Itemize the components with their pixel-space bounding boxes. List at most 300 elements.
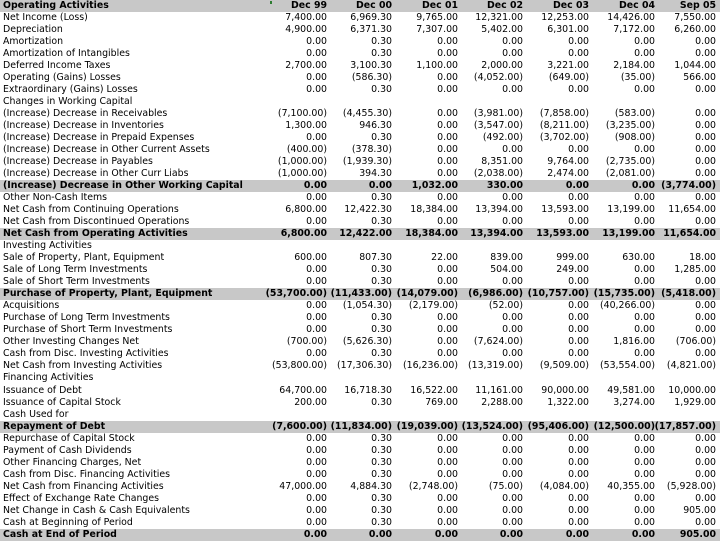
row-label[interactable]: Amortization of Intangibles (3, 48, 130, 60)
row-label[interactable]: Net Cash from Operating Activities (3, 228, 188, 240)
table-cell[interactable]: 0.00 (306, 36, 327, 48)
row-label[interactable]: Cash at Beginning of Period (3, 516, 133, 528)
table-cell[interactable]: 0.00 (634, 348, 655, 360)
table-cell[interactable]: 0.00 (634, 468, 655, 480)
table-cell[interactable]: 839.00 (490, 252, 523, 264)
row-label[interactable]: Cash Used for (3, 408, 69, 420)
row-label[interactable]: Issuance of Debt (3, 384, 82, 396)
table-cell[interactable]: 18,384.00 (405, 228, 458, 240)
table-cell[interactable]: 90,000.00 (541, 384, 589, 396)
table-cell[interactable]: 0.00 (306, 72, 327, 84)
table-cell[interactable]: 1,322.00 (547, 396, 589, 408)
table-cell[interactable]: 946.30 (359, 120, 392, 132)
table-cell[interactable]: 6,800.00 (280, 228, 327, 240)
table-cell[interactable]: (9,509.00) (539, 360, 589, 372)
row-label[interactable]: Net Cash from Financing Activities (3, 480, 164, 492)
table-cell[interactable]: 0.00 (568, 324, 589, 336)
table-cell[interactable]: 0.00 (306, 468, 327, 480)
row-label[interactable]: Depreciation (3, 24, 63, 36)
table-cell[interactable]: 9,764.00 (547, 156, 589, 168)
table-cell[interactable]: 2,000.00 (481, 60, 523, 72)
table-cell[interactable]: 11,161.00 (475, 384, 523, 396)
table-cell[interactable]: 0.00 (634, 216, 655, 228)
table-cell[interactable]: 0.00 (568, 216, 589, 228)
table-cell[interactable]: 0.00 (568, 432, 589, 444)
table-cell[interactable]: 7,172.00 (613, 24, 655, 36)
column-header[interactable]: Dec 01 (421, 0, 458, 11)
table-cell[interactable]: 0.00 (695, 144, 716, 156)
table-cell[interactable]: 0.00 (437, 108, 458, 120)
table-cell[interactable]: 0.00 (437, 324, 458, 336)
table-cell[interactable]: (6,986.00) (468, 288, 523, 300)
table-cell[interactable]: 1,816.00 (613, 336, 655, 348)
table-cell[interactable]: 0.00 (695, 192, 716, 204)
table-cell[interactable]: 2,184.00 (613, 60, 655, 72)
table-cell[interactable]: 0.30 (371, 192, 392, 204)
row-label[interactable]: (Increase) Decrease in Other Current Assets (3, 144, 210, 156)
table-cell[interactable]: 0.00 (306, 192, 327, 204)
table-cell[interactable]: (14,079.00) (396, 288, 458, 300)
table-cell[interactable]: 0.30 (371, 312, 392, 324)
table-cell[interactable]: 905.00 (683, 504, 716, 516)
table-cell[interactable]: 394.30 (359, 168, 392, 180)
table-cell[interactable]: 2,700.00 (285, 60, 327, 72)
table-cell[interactable]: 10,000.00 (668, 384, 716, 396)
row-label[interactable]: Net Cash from Continuing Operations (3, 204, 179, 216)
row-label[interactable]: Net Cash from Investing Activities (3, 360, 163, 372)
table-cell[interactable]: (1,000.00) (277, 156, 327, 168)
table-cell[interactable]: 0.00 (502, 468, 523, 480)
table-cell[interactable]: 0.00 (634, 144, 655, 156)
table-cell[interactable]: 16,522.00 (410, 384, 458, 396)
table-cell[interactable]: 0.00 (631, 528, 655, 540)
table-cell[interactable]: 0.30 (371, 468, 392, 480)
table-cell[interactable]: 0.00 (568, 192, 589, 204)
table-cell[interactable]: 0.00 (437, 456, 458, 468)
table-cell[interactable]: 0.00 (368, 528, 392, 540)
table-cell[interactable]: 0.00 (502, 48, 523, 60)
table-cell[interactable]: 7,307.00 (416, 24, 458, 36)
table-cell[interactable]: 0.00 (306, 348, 327, 360)
row-label[interactable]: Purchase of Long Term Investments (3, 312, 170, 324)
table-cell[interactable]: 0.00 (502, 516, 523, 528)
table-cell[interactable]: 0.00 (437, 216, 458, 228)
table-cell[interactable]: 64,700.00 (279, 384, 327, 396)
table-cell[interactable]: (492.00) (482, 132, 523, 144)
table-cell[interactable]: 0.00 (565, 528, 589, 540)
table-cell[interactable]: 2,288.00 (481, 396, 523, 408)
table-cell[interactable]: (400.00) (286, 144, 327, 156)
table-cell[interactable]: 0.00 (306, 432, 327, 444)
table-cell[interactable]: 807.30 (359, 252, 392, 264)
table-cell[interactable]: 0.00 (695, 492, 716, 504)
column-header[interactable]: Dec 03 (552, 0, 589, 11)
row-label[interactable]: (Increase) Decrease in Inventories (3, 120, 164, 132)
table-cell[interactable]: 0.00 (695, 216, 716, 228)
table-cell[interactable]: 0.00 (634, 36, 655, 48)
table-cell[interactable]: 0.00 (568, 492, 589, 504)
table-cell[interactable]: 13,593.00 (536, 228, 589, 240)
table-cell[interactable]: 1,100.00 (416, 60, 458, 72)
table-cell[interactable]: 0.00 (306, 504, 327, 516)
table-cell[interactable]: 0.00 (437, 336, 458, 348)
table-cell[interactable]: 0.00 (437, 120, 458, 132)
row-label[interactable]: Purchase of Property, Plant, Equipment (3, 288, 213, 300)
table-cell[interactable]: 0.00 (368, 180, 392, 192)
table-cell[interactable]: 0.00 (695, 348, 716, 360)
table-cell[interactable]: 0.30 (371, 264, 392, 276)
table-cell[interactable]: 0.00 (306, 492, 327, 504)
table-cell[interactable]: 40,355.00 (607, 480, 655, 492)
table-cell[interactable]: (19,039.00) (396, 420, 458, 432)
table-cell[interactable]: 0.30 (371, 132, 392, 144)
table-cell[interactable]: 0.00 (568, 36, 589, 48)
row-label[interactable]: Purchase of Short Term Investments (3, 324, 173, 336)
table-cell[interactable]: 0.00 (437, 48, 458, 60)
table-cell[interactable]: 1,929.00 (674, 396, 716, 408)
table-cell[interactable]: (649.00) (548, 72, 589, 84)
table-cell[interactable]: 0.00 (437, 468, 458, 480)
table-cell[interactable]: 9,765.00 (416, 12, 458, 24)
column-header[interactable]: Dec 99 (290, 0, 327, 11)
table-cell[interactable]: 0.30 (371, 216, 392, 228)
table-cell[interactable]: 13,394.00 (475, 204, 523, 216)
table-cell[interactable]: 4,884.30 (350, 480, 392, 492)
table-cell[interactable]: 0.00 (695, 168, 716, 180)
table-cell[interactable]: 12,422.30 (344, 204, 392, 216)
table-cell[interactable]: (1,000.00) (277, 168, 327, 180)
table-cell[interactable]: (4,084.00) (539, 480, 589, 492)
table-cell[interactable]: 0.00 (634, 264, 655, 276)
table-cell[interactable]: 0.00 (499, 528, 523, 540)
table-cell[interactable]: 0.30 (371, 84, 392, 96)
table-cell[interactable]: 0.00 (437, 144, 458, 156)
column-header[interactable]: Dec 02 (486, 0, 523, 11)
table-cell[interactable]: 0.00 (695, 108, 716, 120)
table-cell[interactable]: 0.00 (568, 504, 589, 516)
table-cell[interactable]: 0.30 (371, 456, 392, 468)
table-cell[interactable]: 0.00 (634, 84, 655, 96)
table-cell[interactable]: 0.00 (634, 456, 655, 468)
table-cell[interactable]: 0.00 (695, 36, 716, 48)
row-label[interactable]: Repurchase of Capital Stock (3, 432, 135, 444)
table-cell[interactable]: (1,939.30) (342, 156, 392, 168)
table-cell[interactable]: 0.00 (502, 36, 523, 48)
table-cell[interactable]: (12,500.00) (593, 420, 655, 432)
table-cell[interactable]: 0.00 (634, 516, 655, 528)
table-cell[interactable]: 3,100.30 (350, 60, 392, 72)
table-cell[interactable]: (3,235.00) (605, 120, 655, 132)
table-cell[interactable]: 3,221.00 (547, 60, 589, 72)
table-cell[interactable]: 0.00 (568, 84, 589, 96)
table-cell[interactable]: (700.00) (286, 336, 327, 348)
table-cell[interactable]: 0.00 (634, 48, 655, 60)
table-cell[interactable]: 0.00 (502, 504, 523, 516)
column-header[interactable]: Dec 04 (618, 0, 655, 11)
table-cell[interactable]: 0.30 (371, 36, 392, 48)
table-cell[interactable]: 0.30 (371, 492, 392, 504)
column-header[interactable]: Sep 05 (679, 0, 716, 11)
table-cell[interactable]: 330.00 (486, 180, 523, 192)
table-cell[interactable]: 1,044.00 (674, 60, 716, 72)
table-cell[interactable]: (583.00) (614, 108, 655, 120)
table-cell[interactable]: 0.30 (371, 432, 392, 444)
table-cell[interactable]: 0.00 (502, 456, 523, 468)
table-cell[interactable]: 13,593.00 (541, 204, 589, 216)
table-cell[interactable]: (2,081.00) (605, 168, 655, 180)
table-cell[interactable]: 0.00 (634, 492, 655, 504)
table-cell[interactable]: 4,900.00 (285, 24, 327, 36)
table-cell[interactable]: 0.30 (371, 444, 392, 456)
table-cell[interactable]: 0.00 (568, 336, 589, 348)
table-cell[interactable]: 0.00 (502, 312, 523, 324)
table-cell[interactable]: (53,700.00) (265, 288, 327, 300)
table-cell[interactable]: 0.00 (695, 48, 716, 60)
table-cell[interactable]: (16,236.00) (402, 360, 458, 372)
table-cell[interactable]: 0.00 (695, 432, 716, 444)
row-label[interactable]: Payment of Cash Dividends (3, 444, 132, 456)
table-cell[interactable]: 0.00 (634, 192, 655, 204)
table-cell[interactable]: 0.00 (437, 504, 458, 516)
table-cell[interactable]: 0.00 (303, 528, 327, 540)
row-label[interactable]: Cash from Disc. Investing Activities (3, 348, 169, 360)
table-cell[interactable]: 0.00 (502, 348, 523, 360)
table-cell[interactable]: 3,274.00 (613, 396, 655, 408)
table-cell[interactable]: 0.00 (306, 324, 327, 336)
table-cell[interactable]: 0.00 (634, 504, 655, 516)
table-cell[interactable]: (2,179.00) (408, 300, 458, 312)
table-cell[interactable]: 0.00 (306, 300, 327, 312)
table-cell[interactable]: 0.00 (502, 324, 523, 336)
table-cell[interactable]: 0.00 (695, 300, 716, 312)
table-cell[interactable]: 0.00 (306, 216, 327, 228)
table-cell[interactable]: 11,654.00 (668, 204, 716, 216)
table-cell[interactable]: 0.00 (502, 144, 523, 156)
row-label[interactable]: (Increase) Decrease in Receivables (3, 108, 168, 120)
table-cell[interactable]: (17,306.30) (336, 360, 392, 372)
row-label[interactable]: Effect of Exchange Rate Changes (3, 492, 160, 504)
table-cell[interactable]: 8,351.00 (481, 156, 523, 168)
column-header[interactable]: Dec 00 (355, 0, 392, 11)
table-cell[interactable]: 0.00 (306, 48, 327, 60)
table-cell[interactable]: 630.00 (622, 252, 655, 264)
table-cell[interactable]: 0.00 (437, 492, 458, 504)
table-cell[interactable]: 0.00 (437, 84, 458, 96)
row-label[interactable]: Other Financing Charges, Net (3, 456, 142, 468)
table-cell[interactable]: 0.00 (502, 432, 523, 444)
table-cell[interactable]: 769.00 (425, 396, 458, 408)
table-cell[interactable]: 0.30 (371, 324, 392, 336)
table-cell[interactable]: 18.00 (689, 252, 716, 264)
row-label[interactable]: Amortization (3, 36, 64, 48)
table-cell[interactable]: 0.00 (437, 168, 458, 180)
table-cell[interactable]: (13,524.00) (461, 420, 523, 432)
row-label[interactable]: Investing Activities (3, 240, 92, 252)
table-cell[interactable]: (95,406.00) (527, 420, 589, 432)
table-cell[interactable]: 0.00 (568, 444, 589, 456)
table-cell[interactable]: 0.00 (634, 324, 655, 336)
row-label[interactable]: Other Non-Cash Items (3, 192, 107, 204)
table-cell[interactable]: 0.00 (568, 300, 589, 312)
table-cell[interactable]: 6,969.30 (350, 12, 392, 24)
table-cell[interactable]: 12,422.00 (339, 228, 392, 240)
table-cell[interactable]: 0.00 (568, 276, 589, 288)
table-cell[interactable]: (586.30) (351, 72, 392, 84)
table-cell[interactable]: 0.00 (437, 264, 458, 276)
table-cell[interactable]: 7,400.00 (285, 12, 327, 24)
row-label[interactable]: Other Investing Changes Net (3, 336, 139, 348)
table-cell[interactable]: 0.00 (437, 348, 458, 360)
table-cell[interactable]: 0.00 (306, 84, 327, 96)
table-cell[interactable]: 200.00 (294, 396, 327, 408)
table-cell[interactable]: (4,052.00) (473, 72, 523, 84)
table-cell[interactable]: 0.00 (437, 516, 458, 528)
table-cell[interactable]: (7,600.00) (272, 420, 327, 432)
table-cell[interactable]: 0.00 (568, 516, 589, 528)
table-cell[interactable]: 1,300.00 (285, 120, 327, 132)
table-cell[interactable]: (8,211.00) (539, 120, 589, 132)
row-label[interactable]: (Increase) Decrease in Prepaid Expenses (3, 132, 195, 144)
row-label[interactable]: Extraordinary (Gains) Losses (3, 84, 138, 96)
table-cell[interactable]: 0.00 (437, 276, 458, 288)
table-cell[interactable]: 13,199.00 (607, 204, 655, 216)
table-cell[interactable]: 249.00 (556, 264, 589, 276)
table-cell[interactable]: (17,857.00) (654, 420, 716, 432)
table-cell[interactable]: 13,199.00 (602, 228, 655, 240)
table-cell[interactable]: 0.00 (437, 72, 458, 84)
table-cell[interactable]: 11,654.00 (663, 228, 716, 240)
table-cell[interactable]: 47,000.00 (279, 480, 327, 492)
row-label[interactable]: Sale of Short Term Investments (3, 276, 150, 288)
table-cell[interactable]: 0.00 (437, 312, 458, 324)
table-cell[interactable]: (5,626.30) (342, 336, 392, 348)
table-cell[interactable]: (378.30) (351, 144, 392, 156)
table-cell[interactable]: (2,735.00) (605, 156, 655, 168)
row-label[interactable]: Sale of Long Term Investments (3, 264, 148, 276)
table-cell[interactable]: 0.30 (371, 396, 392, 408)
table-cell[interactable]: 504.00 (490, 264, 523, 276)
table-cell[interactable]: (2,038.00) (473, 168, 523, 180)
table-cell[interactable]: 0.00 (437, 192, 458, 204)
table-cell[interactable]: 0.00 (695, 324, 716, 336)
table-cell[interactable]: 0.30 (371, 504, 392, 516)
table-cell[interactable]: 0.00 (502, 444, 523, 456)
row-label[interactable]: (Increase) Decrease in Other Curr Liabs (3, 168, 189, 180)
table-cell[interactable]: (3,547.00) (473, 120, 523, 132)
table-cell[interactable]: 0.00 (568, 48, 589, 60)
table-cell[interactable]: 905.00 (679, 528, 716, 540)
table-cell[interactable]: (7,624.00) (473, 336, 523, 348)
table-cell[interactable]: 0.00 (695, 84, 716, 96)
table-cell[interactable]: 0.00 (695, 132, 716, 144)
table-cell[interactable]: (7,100.00) (277, 108, 327, 120)
table-cell[interactable]: 6,800.00 (285, 204, 327, 216)
row-label[interactable]: Issuance of Capital Stock (3, 396, 121, 408)
table-cell[interactable]: 12,321.00 (475, 12, 523, 24)
table-cell[interactable]: 0.00 (695, 276, 716, 288)
table-cell[interactable]: 6,260.00 (674, 24, 716, 36)
table-cell[interactable]: 0.00 (568, 312, 589, 324)
table-cell[interactable]: 0.00 (634, 444, 655, 456)
table-cell[interactable]: 0.30 (371, 48, 392, 60)
table-cell[interactable]: (4,455.30) (342, 108, 392, 120)
table-cell[interactable]: 0.00 (306, 444, 327, 456)
table-cell[interactable]: (75.00) (488, 480, 523, 492)
table-cell[interactable]: (11,834.00) (330, 420, 392, 432)
table-cell[interactable]: 14,426.00 (607, 12, 655, 24)
table-cell[interactable]: 2,474.00 (547, 168, 589, 180)
table-cell[interactable]: 12,253.00 (541, 12, 589, 24)
table-cell[interactable]: 0.00 (634, 312, 655, 324)
table-cell[interactable]: (15,735.00) (593, 288, 655, 300)
table-cell[interactable]: (10,757.00) (527, 288, 589, 300)
table-cell[interactable]: (3,981.00) (473, 108, 523, 120)
table-cell[interactable]: 0.00 (437, 36, 458, 48)
table-cell[interactable]: 0.00 (437, 444, 458, 456)
table-cell[interactable]: 0.00 (437, 156, 458, 168)
row-label[interactable]: Cash from Disc. Financing Activities (3, 468, 171, 480)
table-cell[interactable]: 600.00 (294, 252, 327, 264)
table-cell[interactable]: (2,748.00) (408, 480, 458, 492)
table-cell[interactable]: 1,285.00 (674, 264, 716, 276)
row-label[interactable]: Cash at End of Period (3, 528, 117, 540)
table-cell[interactable]: (706.00) (675, 336, 716, 348)
row-label[interactable]: Operating (Gains) Losses (3, 72, 121, 84)
table-cell[interactable]: 0.00 (695, 456, 716, 468)
table-cell[interactable]: 0.00 (695, 444, 716, 456)
table-cell[interactable]: 0.00 (306, 132, 327, 144)
table-cell[interactable]: (11,433.00) (330, 288, 392, 300)
table-cell[interactable]: 18,384.00 (410, 204, 458, 216)
table-cell[interactable]: 0.00 (695, 156, 716, 168)
table-cell[interactable]: 0.00 (303, 180, 327, 192)
table-cell[interactable]: 13,394.00 (470, 228, 523, 240)
table-cell[interactable]: 22.00 (431, 252, 458, 264)
table-cell[interactable]: 0.00 (306, 456, 327, 468)
table-cell[interactable]: 1,032.00 (411, 180, 458, 192)
table-cell[interactable]: (4,821.00) (666, 360, 716, 372)
table-cell[interactable]: 0.00 (434, 528, 458, 540)
row-label[interactable]: Sale of Property, Plant, Equipment (3, 252, 165, 264)
table-cell[interactable]: 0.00 (695, 312, 716, 324)
table-cell[interactable]: 16,718.30 (344, 384, 392, 396)
table-cell[interactable]: 0.00 (568, 348, 589, 360)
table-cell[interactable]: 0.00 (695, 468, 716, 480)
table-cell[interactable]: 0.30 (371, 276, 392, 288)
table-cell[interactable]: 0.00 (695, 516, 716, 528)
table-cell[interactable]: 999.00 (556, 252, 589, 264)
row-label[interactable]: Financing Activities (3, 372, 94, 384)
table-cell[interactable]: 0.00 (565, 180, 589, 192)
table-cell[interactable]: (3,702.00) (539, 132, 589, 144)
table-cell[interactable]: 0.00 (306, 264, 327, 276)
table-cell[interactable]: 0.00 (502, 492, 523, 504)
table-cell[interactable]: 566.00 (683, 72, 716, 84)
table-cell[interactable]: 0.00 (634, 432, 655, 444)
table-cell[interactable]: 0.00 (502, 276, 523, 288)
table-cell[interactable]: 5,402.00 (481, 24, 523, 36)
table-cell[interactable]: 0.00 (502, 216, 523, 228)
table-cell[interactable]: 0.00 (568, 144, 589, 156)
table-cell[interactable]: 0.00 (437, 132, 458, 144)
table-cell[interactable]: 49,581.00 (607, 384, 655, 396)
table-cell[interactable]: 0.30 (371, 516, 392, 528)
row-label[interactable]: Changes in Working Capital (3, 96, 133, 108)
table-cell[interactable]: (3,774.00) (661, 180, 716, 192)
table-cell[interactable]: 0.00 (502, 84, 523, 96)
table-cell[interactable]: (52.00) (488, 300, 523, 312)
table-cell[interactable]: (53,800.00) (271, 360, 327, 372)
